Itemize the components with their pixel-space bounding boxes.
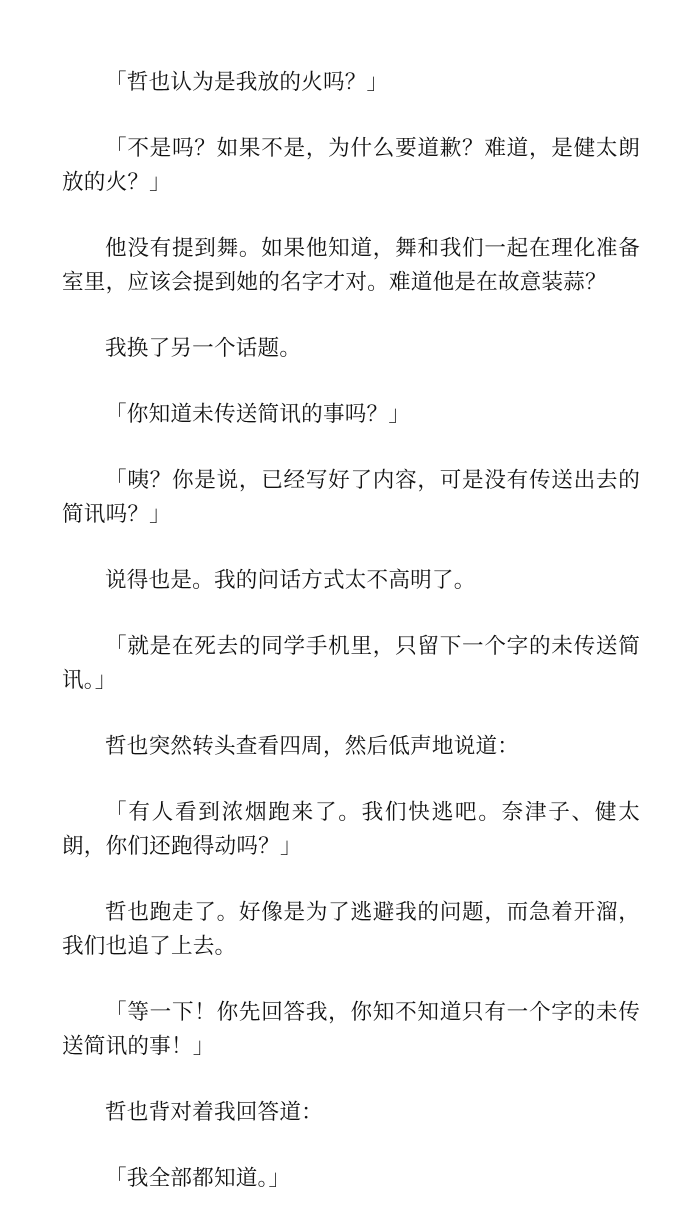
paragraph: 哲也突然转头查看四周，然后低声地说道：: [105, 734, 520, 759]
paragraph: 「咦？你是说，已经写好了内容，可是没有传送出去的简讯吗？」: [62, 468, 640, 527]
paragraph: 「有人看到浓烟跑来了。我们快逃吧。奈津子、健太朗，你们还跑得动吗？」: [62, 800, 640, 859]
paragraph: 他没有提到舞。如果他知道，舞和我们一起在理化准备室里，应该会提到她的名字才对。难道他是在故意装蒜？: [62, 236, 640, 295]
paragraph: 「等一下！你先回答我，你知不知道只有一个字的未传送简讯的事！」: [62, 1000, 640, 1059]
paragraph: 「你知道未传送简讯的事吗？」: [105, 402, 411, 427]
paragraph: 「不是吗？如果不是，为什么要道歉？难道，是健太朗放的火？」: [62, 136, 640, 195]
paragraph: 「哲也认为是我放的火吗？」: [105, 70, 389, 95]
paragraph: 哲也跑走了。好像是为了逃避我的问题，而急着开溜，我们也追了上去。: [62, 900, 640, 959]
paragraph: 哲也背对着我回答道：: [105, 1100, 323, 1125]
paragraph: 我换了另一个话题。: [105, 336, 302, 361]
book-page: [62, 66, 640, 1228]
paragraph: 说得也是。我的问话方式太不高明了。: [105, 568, 476, 593]
paragraph: 「就是在死去的同学手机里，只留下一个字的未传送简讯。」: [62, 634, 640, 693]
paragraph: 「我全部都知道。」: [105, 1166, 291, 1191]
